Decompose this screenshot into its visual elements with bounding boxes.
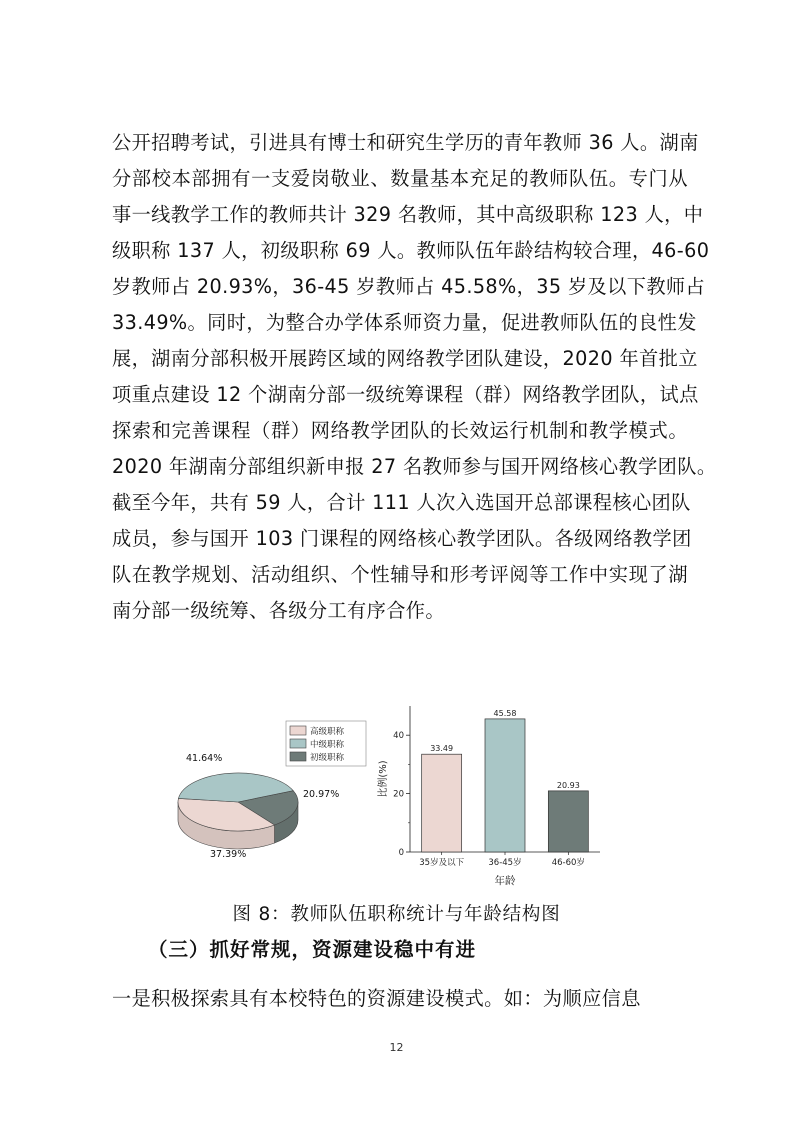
figure-8 (170, 698, 630, 898)
pie-value-label: 20.97% (303, 789, 340, 800)
legend-label: 初级职称 (310, 753, 345, 763)
body-line: 岁教师占 20.93%，36-45 岁教师占 45.58%，35 岁及以下教师占 (112, 275, 706, 298)
bar-x-axis-label: 年龄 (494, 875, 516, 887)
pie-value-label: 37.39% (210, 849, 247, 860)
closing-line: 一是积极探索具有本校特色的资源建设模式。如：为顺应信息 (112, 987, 641, 1010)
legend-swatch (290, 739, 306, 748)
bar-y-tick-label: 40 (393, 731, 404, 742)
legend-swatch (290, 726, 306, 735)
body-line: 成员，参与国开 103 门课程的网络核心教学团队。各级网络教学团 (112, 527, 692, 550)
bar-category-label: 36-45岁 (488, 858, 522, 868)
body-line: 展，湖南分部积极开展跨区域的网络教学团队建设，2020 年首批立 (112, 347, 698, 370)
bar-46-60岁 (548, 791, 588, 852)
bar-36-45岁 (485, 719, 525, 852)
body-line: 级职称 137 人，初级职称 69 人。教师队伍年龄结构较合理，46-60 (112, 239, 710, 262)
body-line: 事一线教学工作的教师共计 329 名教师，其中高级职称 123 人，中 (112, 203, 704, 226)
bar-category-label: 46-60岁 (551, 858, 585, 868)
body-line: 队在教学规划、活动组织、个性辅导和形考评阅等工作中实现了湖 (112, 563, 688, 586)
figure-caption: 图 8：教师队伍职称统计与年龄结构图 (232, 904, 561, 925)
body-line: 探索和完善课程（群）网络教学团队的长效运行机制和教学模式。 (112, 419, 688, 442)
bar-y-tick-label: 20 (393, 789, 404, 800)
body-line: 分部校本部拥有一支爱岗敬业、数量基本充足的教师队伍。专门从 (112, 167, 688, 190)
bar-y-axis-label: 比例(%) (378, 760, 389, 798)
bar-chart (376, 706, 600, 887)
bar-y-tick-label: 0 (398, 848, 404, 858)
pie-legend (286, 721, 366, 766)
bar-value-label: 33.49 (430, 744, 454, 754)
legend-label: 中级职称 (310, 740, 345, 750)
closing-paragraph (112, 981, 688, 1017)
bar-value-label: 45.58 (493, 708, 517, 718)
body-line: 2020 年湖南分部组织新申报 27 名教师参与国开网络核心教学团队。 (112, 455, 717, 478)
body-line: 南分部一级统筹、各级分工有序合作。 (112, 599, 445, 622)
bar-35岁及以下 (422, 754, 462, 852)
body-line: 截至今年，共有 59 人，合计 111 人次入选国开总部课程核心团队 (112, 491, 691, 514)
body-line: 33.49%。同时，为整合办学体系师资力量，促进教师队伍的良性发 (112, 311, 697, 334)
body-line: 公开招聘考试，引进具有博士和研究生学历的青年教师 36 人。湖南 (112, 131, 699, 154)
body-paragraph (112, 125, 717, 629)
page-number: 12 (389, 1041, 404, 1054)
body-line: 项重点建设 12 个湖南分部一级统筹课程（群）网络教学团队，试点 (112, 383, 699, 406)
legend-label: 高级职称 (310, 727, 345, 737)
pie-value-label: 41.64% (186, 753, 223, 764)
bar-category-label: 35岁及以下 (419, 858, 465, 868)
bar-value-label: 20.93 (556, 780, 580, 790)
pie-chart (178, 753, 339, 860)
section-heading: （三）抓好常规，资源建设稳中有进 (148, 938, 477, 961)
legend-swatch (290, 752, 306, 761)
